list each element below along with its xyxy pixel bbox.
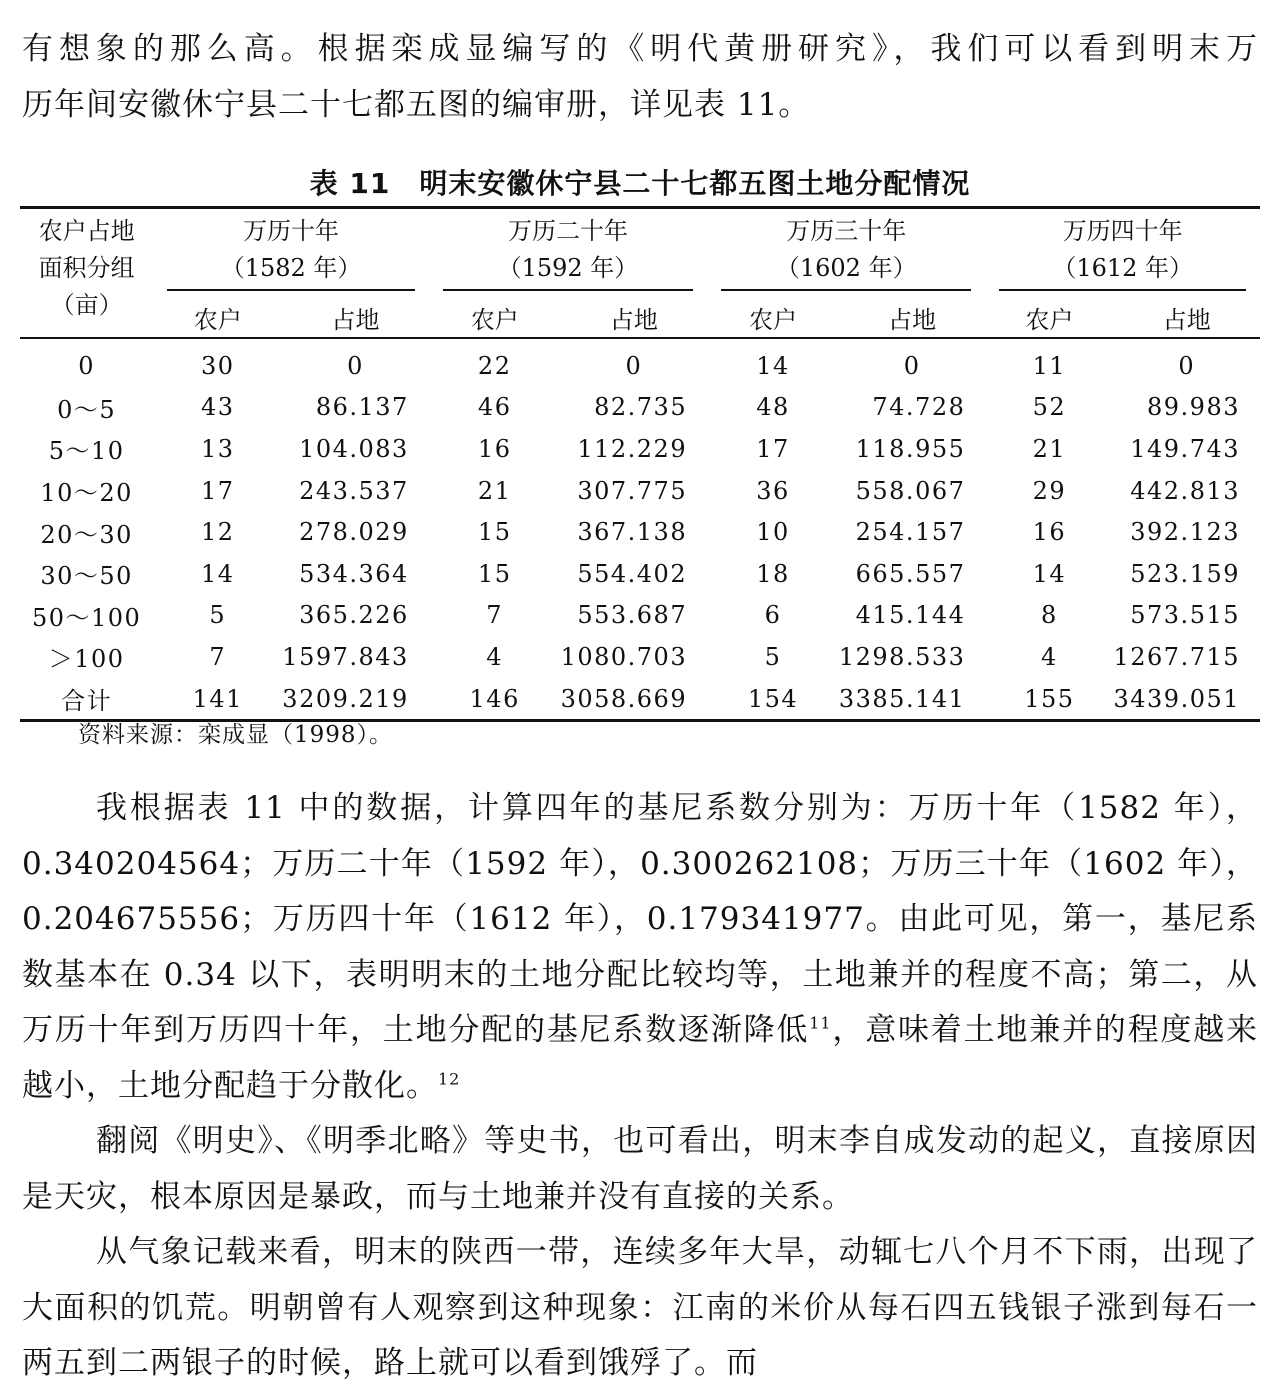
group-cell: 0 (78, 351, 96, 380)
paragraph-history: 翻阅《明史》、《明季北略》等史书，也可看出，明末李自成发动的起义，直接原因是天灾，根本原因是暴政，而与土地兼并没有直接的关系。 (22, 1123, 1258, 1215)
table-row (20, 338, 1260, 387)
households-cell: 13 (201, 434, 235, 463)
land-cell: 0 (1178, 351, 1196, 380)
households-cell: 155 (1024, 684, 1075, 713)
land-header: 占地 (888, 305, 937, 334)
households-header: 农户 (193, 305, 242, 334)
period-name: 万历二十年 (507, 217, 628, 245)
households-cell: 16 (1032, 518, 1067, 547)
households-cell: 154 (747, 684, 799, 713)
households-cell: 11 (1032, 351, 1067, 380)
land-cell: 367.138 (577, 518, 688, 547)
land-cell: 1298.533 (838, 642, 966, 671)
table-row (20, 595, 1260, 637)
period-header (985, 208, 1260, 298)
land-cell: 112.229 (577, 434, 688, 463)
households-cell: 10 (756, 518, 790, 547)
land-cell: 1597.843 (282, 642, 409, 671)
land-cell: 415.144 (855, 601, 966, 630)
table-row (20, 428, 1260, 470)
land-cell: 3385.141 (838, 684, 966, 713)
body-text (22, 781, 1258, 1392)
table-row (20, 470, 1260, 512)
land-header: 占地 (331, 305, 380, 334)
land-cell: 0 (903, 351, 921, 380)
households-cell: 30 (201, 351, 235, 380)
period-year: （1612 年） (1052, 254, 1194, 282)
households-cell: 18 (756, 559, 790, 588)
land-cell: 0 (625, 351, 643, 380)
households-cell: 21 (477, 476, 512, 505)
households-cell: 8 (1041, 601, 1058, 630)
land-cell: 665.557 (855, 559, 966, 588)
intro-line-2: 历年间安徽休宁县二十七都五图的编审册，详见表 11。 (22, 86, 811, 123)
period-header (153, 208, 429, 298)
households-cell: 48 (756, 393, 790, 422)
group-header-line-1: 农户占地 (38, 217, 135, 245)
land-cell: 149.743 (1130, 434, 1240, 463)
land-cell: 82.735 (594, 393, 688, 422)
period-name: 万历三十年 (786, 217, 907, 245)
households-cell: 4 (1041, 642, 1058, 671)
land-cell: 0 (347, 351, 364, 380)
land-cell: 573.515 (1130, 601, 1240, 630)
table-row (20, 553, 1260, 595)
households-cell: 15 (477, 559, 512, 588)
table-caption: 表 11 明末安徽休宁县二十七都五图土地分配情况 (309, 167, 971, 200)
land-cell: 392.123 (1130, 518, 1240, 547)
group-cell: 30～50 (40, 562, 133, 591)
households-cell: 52 (1032, 393, 1067, 422)
land-cell: 86.137 (315, 393, 409, 422)
table-row (20, 636, 1260, 678)
households-header: 农户 (470, 305, 519, 334)
land-header: 占地 (1162, 305, 1211, 334)
households-cell: 43 (201, 393, 235, 422)
land-cell: 1267.715 (1113, 642, 1240, 671)
households-cell: 21 (1032, 434, 1067, 463)
paragraph-weather: 从气象记载来看，明末的陕西一带，连续多年大旱，动辄七八个月不下雨，出现了大面积的饥荒。明朝曾有人观察到这种现象：江南的米价从每石四五钱银子涨到每石一两五到二两银子的时候，路上就可以看到饿殍了。而 (22, 1234, 1258, 1381)
households-cell: 17 (756, 434, 790, 463)
group-header-line-3: （亩） (50, 291, 123, 319)
households-cell: 16 (477, 434, 512, 463)
households-cell: 6 (764, 601, 782, 630)
table-row (20, 678, 1260, 721)
paragraph-gini-part-b: ，意味着土地兼并的程度越来越小，土地分配趋于分散化。 (22, 1012, 1259, 1104)
period-name: 万历四十年 (1062, 217, 1183, 245)
households-header: 农户 (748, 305, 797, 334)
households-cell: 46 (477, 393, 512, 422)
land-cell: 243.537 (299, 476, 409, 505)
land-cell: 365.226 (299, 601, 409, 630)
period-header (429, 208, 707, 298)
group-cell: 50～100 (31, 603, 142, 632)
land-cell: 1080.703 (560, 642, 688, 671)
paragraph-gini-part-a: 我根据表 11 中的数据，计算四年的基尼系数分别为：万历十年（1582 年），0.340204564；万历二十年（1592 年），0.300262108；万历三十年（1602 年），0.204675556；万历四十年（1612 年），0.179341977。由此可见，第一，基尼系数基本在 0.34 以下，表明明末的土地分配比较均等，土地兼并的程度不高；第二，从万历十年到万历四十年，土地分配的基尼系数逐渐降低 (22, 790, 1258, 1048)
households-cell: 17 (201, 476, 235, 505)
table-body (20, 338, 1260, 721)
land-cell: 307.775 (577, 476, 688, 505)
land-cell: 89.983 (1147, 393, 1240, 422)
group-cell: 0～5 (57, 395, 117, 424)
land-cell: 554.402 (577, 559, 688, 588)
households-cell: 22 (477, 351, 512, 380)
households-cell: 146 (469, 684, 520, 713)
table-source-note: 资料来源：栾成显（1998）。 (78, 722, 394, 748)
land-header: 占地 (609, 305, 658, 334)
households-cell: 14 (1032, 559, 1067, 588)
land-cell: 104.083 (299, 434, 409, 463)
land-cell: 523.159 (1130, 559, 1240, 588)
table-row (20, 387, 1260, 429)
period-header (707, 208, 985, 298)
period-year: （1602 年） (775, 254, 917, 282)
households-cell: 15 (477, 518, 512, 547)
land-cell: 118.955 (855, 434, 966, 463)
land-cell: 3209.219 (282, 684, 409, 713)
group-header (20, 208, 153, 339)
group-cell: ＞100 (48, 645, 125, 674)
land-cell: 534.364 (299, 559, 409, 588)
households-cell: 5 (764, 642, 782, 671)
group-cell: 20～30 (40, 520, 133, 549)
group-cell: 5～10 (48, 437, 125, 466)
land-distribution-table (20, 206, 1260, 722)
land-cell: 3439.051 (1113, 684, 1240, 713)
period-year: （1592 年） (497, 254, 639, 282)
group-cell: 合计 (61, 687, 113, 716)
households-cell: 4 (486, 642, 504, 671)
intro-line-1: 有想象的那么高。根据栾成显编写的《明代黄册研究》，我们可以看到明末万 (22, 31, 1258, 67)
land-cell: 553.687 (577, 601, 688, 630)
households-header: 农户 (1025, 305, 1074, 334)
households-cell: 14 (756, 351, 790, 380)
land-cell: 558.067 (855, 476, 966, 505)
period-name: 万历十年 (243, 217, 340, 245)
table-row (20, 511, 1260, 553)
group-header-line-2: 面积分组 (38, 254, 135, 282)
households-cell: 5 (209, 601, 227, 630)
households-cell: 7 (209, 642, 227, 671)
land-cell: 278.029 (299, 518, 409, 547)
footnote-ref[interactable]: 11 (809, 1013, 832, 1033)
households-cell: 7 (486, 601, 504, 630)
land-cell: 442.813 (1130, 476, 1240, 505)
households-cell: 14 (201, 559, 235, 588)
intro-paragraph (22, 22, 1258, 133)
land-cell: 74.728 (872, 393, 966, 422)
households-cell: 12 (201, 518, 235, 547)
land-cell: 254.157 (855, 518, 966, 547)
households-cell: 29 (1032, 476, 1067, 505)
land-cell: 3058.669 (560, 684, 688, 713)
households-cell: 36 (756, 476, 790, 505)
group-cell: 10～20 (40, 479, 133, 508)
footnote-ref[interactable]: 12 (438, 1069, 461, 1089)
period-year: （1582 年） (220, 254, 362, 282)
paragraph-gini (22, 781, 1258, 1114)
households-cell: 141 (192, 684, 243, 713)
